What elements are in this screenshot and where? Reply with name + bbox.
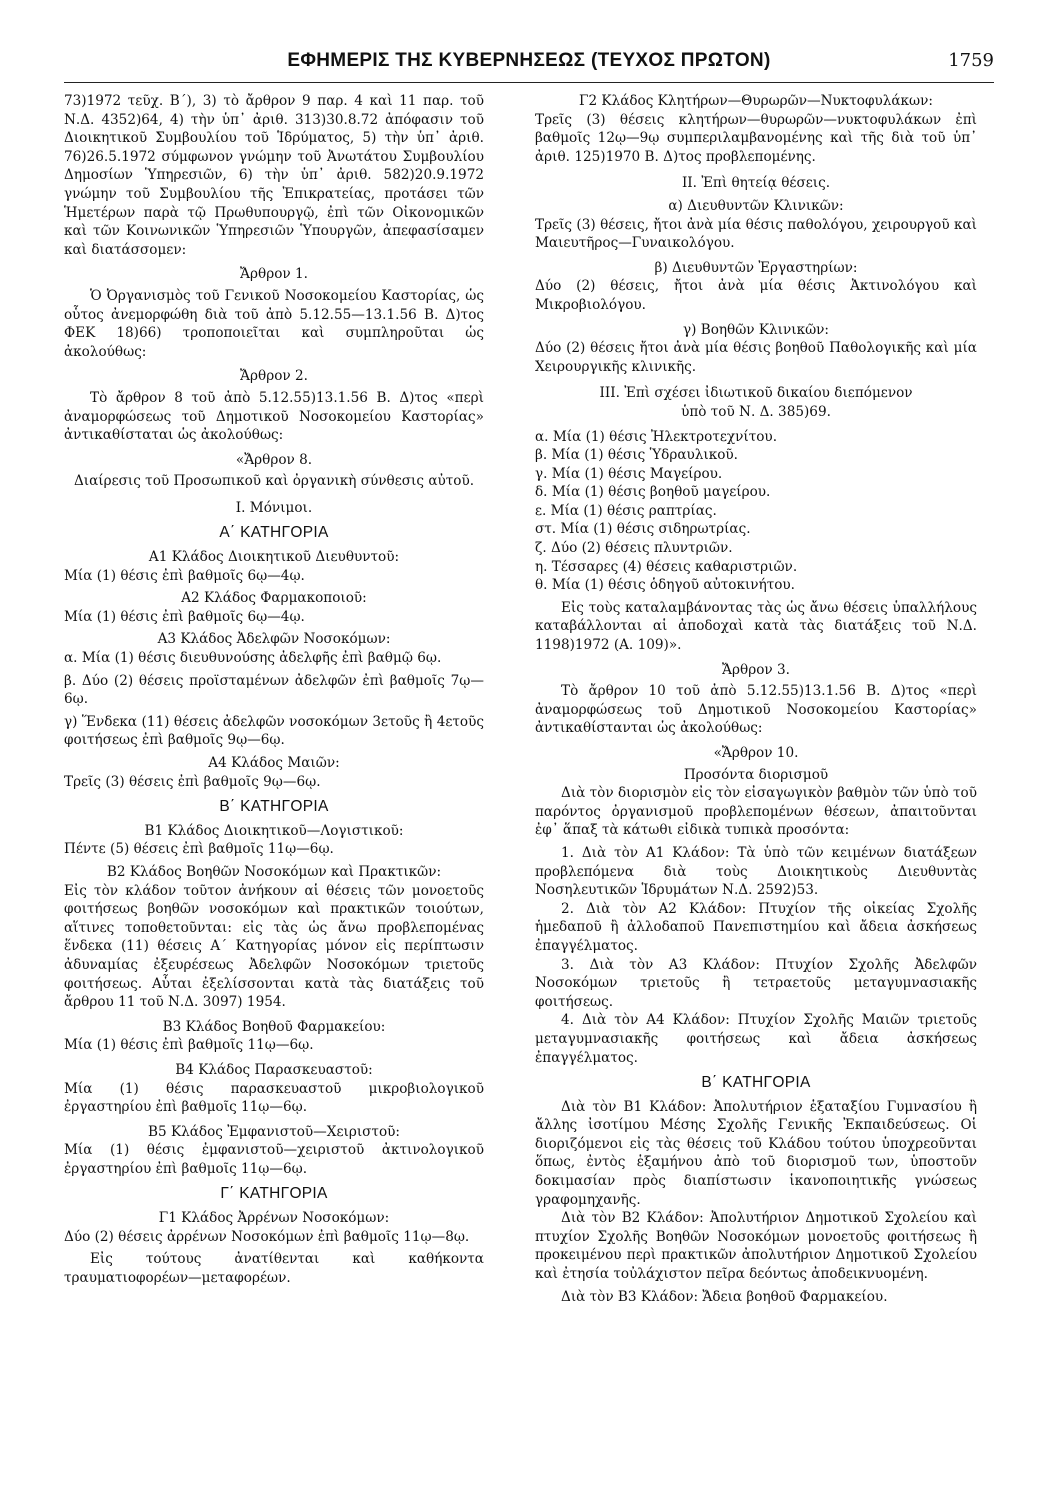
left-column (64, 92, 484, 1287)
qualification-4: 4. Διὰ τὸν Α4 Κλάδον: Πτυχίον Σχολῆς Μαιῶν τριετοῦς μεταγυμνασιακῆς φοιτήσεως καὶ ἄδεια ἀσκήσεως ἐπαγγέλματος. (535, 1012, 977, 1066)
list-item: δ. Μία (1) θέσις βοηθοῦ μαγείρου. (535, 484, 771, 501)
b1-text: Πέντε (5) θέσεις ἐπὶ βαθμοῖς 11ῳ—6ῳ. (64, 841, 334, 858)
b3-title: Β3 Κλάδος Βοηθοῦ Φαρμακείου: (162, 1018, 386, 1035)
intro-paragraph: 73)1972 τεῦχ. Β΄), 3) τὸ ἄρθρον 9 παρ. 4 καὶ 11 παρ. τοῦ Ν.Δ. 4352)64, 4) τὴν ὑπ᾽ ἀριθ. 313)30.8.72 ἀπόφασιν τοῦ Διοικητικοῦ Συμβουλίου τοῦ Ἱδρύματος, 5) τὴν ὑπ᾽ ἀριθ. 76)26.5.1972 σύμφωνον γνώμην τοῦ Ἀνωτάτου Συμβουλίου Δημοσίων Ὑπηρεσιῶν, 6) τὴν ὑπ᾽ ἀριθ. 582)20.9.1972 γνώμην τοῦ Συμβουλίου τῆς Ἐπικρατείας, προτάσει τῶν Ἡμετέρων παρὰ τῷ Πρωθυπουργῷ, ἐπὶ τῶν Οἰκονομικῶν καὶ τῶν Κοινωνικῶν Ὑπηρεσιῶν Ὑπουργῶν, ἀπεφασίσαμεν καὶ διατάσσομεν: (64, 93, 484, 258)
list-item: στ. Μία (1) θέσις σιδηρωτρίας. (535, 521, 751, 538)
article-10-title: «Ἄρθρον 10. (713, 745, 799, 761)
beta-title: β) Διευθυντῶν Ἐργαστηρίων: (654, 259, 858, 276)
alpha-title: α) Διευθυντῶν Κλινικῶν: (668, 197, 844, 214)
a3-item-b: β. Δύο (2) θέσεις προϊσταμένων ἀδελφῶν ἐπὶ βαθμοῖς 7ῳ—6ῳ. (64, 672, 484, 708)
gamma-title: γ) Βοηθῶν Κλινικῶν: (682, 321, 830, 338)
b4-text: Μία (1) θέσις παρασκευαστοῦ μικροβιολογικοῦ ἐργαστηρίου ἐπὶ βαθμοῖς 11ῳ—6ῳ. (64, 1080, 484, 1116)
b2-title: Β2 Κλάδος Βοηθῶν Νοσοκόμων καὶ Πρακτικῶν: (106, 863, 442, 880)
beta-text: Δύο (2) θέσεις, ἤτοι ἀνὰ μία θέσις Ἀκτινολόγου καὶ Μικροβιολόγου. (535, 278, 977, 313)
a2-text: Μία (1) θέσις ἐπὶ βαθμοῖς 6ῳ—4ῳ. (64, 608, 305, 625)
article-10-text: Διὰ τὸν διορισμὸν εἰς τὸν εἰσαγωγικὸν βαθμὸν τῶν ὑπὸ τοῦ παρόντος ὀργανισμοῦ προβλεπομένων θέσεων, ἀπαιτοῦνται ἐφ᾽ ἅπαξ τὰ κάτωθι εἰδικὰ τυπικὰ προσόντα: (535, 785, 977, 839)
b2-text: Εἰς τὸν κλάδον τοῦτον ἀνήκουν αἱ θέσεις τῶν μονοετοῦς φοιτήσεως βοηθῶν νοσοκόμων καὶ πρακτικῶν τοιούτων, αἵτινες τοποθετοῦνται: εἰς τὰς ὡς ἄνω προβλεπομένας ἕνδεκα (11) θέσεις Α΄ Κατηγορίας μόνον εἰς περίπτωσιν ἀδυναμίας ἐξευρέσεως Ἀδελφῶν Νοσοκόμων τριετοῦς φοιτήσεως. Αὗται ἐξελίσσονται κατὰ τὰς διατάξεις τοῦ ἄρθρου 11 τοῦ Ν.Δ. 3097) 1954. (64, 882, 484, 1011)
category-b-heading: Β΄ ΚΑΤΗΓΟΡΙΑ (219, 798, 329, 816)
g2-title: Γ2 Κλάδος Κλητήρων—Θυρωρῶν—Νυκτοφυλάκων: (579, 93, 933, 109)
article-3-text: Τὸ ἄρθρον 10 τοῦ ἀπὸ 5.12.55)13.1.56 Β. Δ)τος «περὶ ἀναμορφώσεως τοῦ Δημοτικοῦ Νοσοκομείου Καστορίας» ἀντικαθίστανται ὡς ἀκολούθως: (535, 683, 977, 737)
article-8-title: «Ἄρθρον 8. (235, 451, 313, 468)
section-3-title: ΙΙΙ. Ἐπὶ σχέσει ἰδιωτικοῦ δικαίου διεπόμενον ὑπὸ τοῦ Ν. Δ. 385)69. (599, 385, 913, 420)
article-1-text: Ὁ Ὀργανισμὸς τοῦ Γενικοῦ Νοσοκομείου Καστορίας, ὡς οὗτος ἀνεμορφώθη διὰ τοῦ ἀπὸ 5.12.55—13.1.56 Β. Δ)τος ΦΕΚ 18)66) τροποποιεῖται καὶ συμπληροῦται ὡς ἀκολούθως: (64, 287, 484, 360)
g1-text: Δύο (2) θέσεις ἀρρένων Νοσοκόμων ἐπὶ βαθμοῖς 11ῳ—8ῳ. (64, 1228, 470, 1245)
article-2-text: Τὸ ἄρθρον 8 τοῦ ἀπὸ 5.12.55)13.1.56 Β. Δ)τος «περὶ ἀναμορφώσεως τοῦ Δημοτικοῦ Νοσοκομείου Καστορίας» ἀντικαθίσταται ὡς ἀκολούθως: (64, 389, 484, 444)
a3-item-a: α. Μία (1) θέσις διευθυνούσης ἀδελφῆς ἐπὶ βαθμῷ 6ῳ. (64, 650, 442, 667)
list-item: α. Μία (1) θέσις Ἠλεκτροτεχνίτου. (535, 428, 778, 445)
article-8-subtitle: Διαίρεσις τοῦ Προσωπικοῦ καὶ ὀργανικὴ σύνθεσις αὐτοῦ. (73, 473, 475, 490)
list-item: γ. Μία (1) θέσις Μαγείρου. (535, 465, 723, 482)
category-b-heading-right: Β΄ ΚΑΤΗΓΟΡΙΑ (701, 1074, 811, 1092)
staff-list (535, 428, 977, 595)
qualification-1: 1. Διὰ τὸν Α1 Κλάδον: Τὰ ὑπὸ τῶν κειμένων διατάξεων προβλεπόμενα διὰ τοὺς Διοικητικοὺς Διευθυντὰς Νοσηλευτικῶν Ἱδρυμάτων Ν.Δ. 2592)53. (535, 844, 977, 899)
a2-title: Α2 Κλάδος Φαρμακοποιοῦ: (181, 590, 367, 607)
a4-text: Τρεῖς (3) θέσεις ἐπὶ βαθμοῖς 9ῳ—6ῳ. (64, 773, 321, 790)
category-a-heading: Α΄ ΚΑΤΗΓΟΡΙΑ (219, 524, 329, 542)
gazette-title: ΕΦΗΜΕΡΙΣ ΤΗΣ ΚΥΒΕΡΝΗΣΕΩΣ (ΤΕΥΧΟΣ ΠΡΩΤΟΝ) (287, 50, 771, 71)
section-1-title: Ι. Μόνιμοι. (235, 499, 313, 516)
g1-note: Εἰς τούτους ἀνατίθενται καὶ καθήκοντα τραυματιοφορέων—μεταφορέων. (64, 1251, 484, 1286)
alpha-text: Τρεῖς (3) θέσεις, ἤτοι ἀνὰ μία θέσις παθολόγου, χειρουργοῦ καὶ Μαιευτῆρος—Γυναικολόγου. (535, 216, 977, 252)
article-2-title: Ἄρθρον 2. (240, 368, 308, 385)
b2-qualification: Διὰ τὸν Β2 Κλάδον: Ἀπολυτήριον Δημοτικοῦ Σχολείου καὶ πτυχίον Σχολῆς Βοηθῶν Νοσοκόμων μονοετοῦς φοιτήσεως ἢ προκειμένου περὶ πρακτικῶν ἀπολυτήριον Δημοτικοῦ Σχολείου καὶ ἐτησία τοὐλάχιστον πεῖρα δεόντως ἀποδεικνυομένη. (535, 1210, 977, 1283)
a1-text: Μία (1) θέσις ἐπὶ βαθμοῖς 6ῳ—4ῳ. (64, 567, 305, 584)
section-2-title: ΙΙ. Ἐπὶ θητείᾳ θέσεις. (681, 175, 831, 192)
list-item: ζ. Δύο (2) θέσεις πλυντριῶν. (535, 540, 733, 557)
article-10-subtitle: Προσόντα διορισμοῦ (683, 766, 829, 783)
b4-title: Β4 Κλάδος Παρασκευαστοῦ: (175, 1061, 373, 1078)
g2-text: Τρεῖς (3) θέσεις κλητήρων—θυρωρῶν—νυκτοφυλάκων ἐπὶ βαθμοῖς 12ῳ—9ῳ συμπεριλαμβανομένης καὶ τῆς διὰ τοῦ ὑπ᾽ ἀριθ. 125)1970 Β. Δ)τος προβλεπομένης. (535, 111, 977, 165)
qualification-3: 3. Διὰ τὸν Α3 Κλάδον: Πτυχίον Σχολῆς Ἀδελφῶν Νοσοκόμων τριετοῦς ἢ τετραετοῦς μεταγυμνασιακῆς φοιτήσεως. (535, 956, 977, 1010)
a1-title: Α1 Κλάδος Διοικητικοῦ Διευθυντοῦ: (148, 549, 400, 566)
list-item: θ. Μία (1) θέσις ὁδηγοῦ αὐτοκινήτου. (535, 577, 796, 594)
a3-item-c: γ) Ἕνδεκα (11) θέσεις ἀδελφῶν νοσοκόμων 3ετοῦς ἢ 4ετοῦς φοιτήσεως ἐπὶ βαθμοῖς 9ῳ—6ῳ. (64, 713, 484, 749)
list-item: ε. Μία (1) θέσις ραπτρίας. (535, 502, 717, 519)
category-g-heading: Γ΄ ΚΑΤΗΓΟΡΙΑ (220, 1185, 328, 1203)
b5-title: Β5 Κλάδος Ἐμφανιστοῦ—Χειριστοῦ: (148, 1123, 400, 1140)
gamma-text: Δύο (2) θέσεις ἤτοι ἀνὰ μία θέσις βοηθοῦ Παθολογικῆς καὶ μία Χειρουργικῆς κλινικῆς. (535, 340, 977, 375)
remuneration-text: Εἰς τοὺς καταλαμβάνοντας τὰς ὡς ἄνω θέσεις ὑπαλλήλους καταβάλλονται αἱ ἀποδοχαὶ κατὰ τὰς διατάξεις τοῦ Ν.Δ. 1198)1972 (Α. 109)». (535, 599, 977, 654)
list-item: β. Μία (1) θέσις Ὑδραυλικοῦ. (535, 447, 738, 464)
b1-qualification: Διὰ τὸν Β1 Κλάδον: Ἀπολυτήριον ἑξαταξίου Γυμνασίου ἢ ἄλλης ἰσοτίμου Μέσης Σχολῆς Γενικῆς Ἐκπαιδεύσεως. Οἱ διοριζόμενοι εἰς τὰς θέσεις τοῦ Κλάδου τούτου ὑποχρεοῦνται ὅπως, ἐντὸς ἑξαμήνου ἀπὸ τοῦ διορισμοῦ των, ὑποστοῦν δοκιμασίαν πρὸς διαπίστωσιν ἱκανοποιητικῆς γνώσεως γραφομηχανῆς. (535, 1098, 977, 1208)
b1-title: Β1 Κλάδος Διοικητικοῦ—Λογιστικοῦ: (144, 822, 404, 839)
page-header (64, 50, 994, 76)
qualification-2: 2. Διὰ τὸν Α2 Κλάδον: Πτυχίον τῆς οἰκείας Σχολῆς ἡμεδαποῦ ἢ ἀλλοδαποῦ Πανεπιστημίου καὶ ἄδεια ἀσκήσεως ἐπαγγέλματος. (535, 900, 977, 954)
a3-title: Α3 Κλάδος Ἀδελφῶν Νοσοκόμων: (157, 631, 391, 648)
b3-qualification: Διὰ τὸν Β3 Κλάδον: Ἄδεια βοηθοῦ Φαρμακείου. (561, 1288, 888, 1305)
b3-text: Μία (1) θέσις ἐπὶ βαθμοῖς 11ῳ—6ῳ. (64, 1037, 314, 1054)
article-1-title: Ἄρθρον 1. (240, 266, 308, 283)
a4-title: Α4 Κλάδος Μαιῶν: (208, 755, 340, 771)
g1-title: Γ1 Κλάδος Ἀρρένων Νοσοκόμων: (158, 1210, 390, 1227)
header-rule (64, 82, 994, 83)
list-item: η. Τέσσαρες (4) θέσεις καθαριστριῶν. (535, 558, 798, 575)
page-number: 1759 (948, 50, 994, 71)
b5-text: Μία (1) θέσις ἐμφανιστοῦ—χειριστοῦ ἀκτινολογικοῦ ἐργαστηρίου ἐπὶ βαθμοῖς 11ῳ—6ῳ. (64, 1142, 484, 1177)
right-column (535, 92, 977, 1306)
article-3-title: Ἄρθρον 3. (722, 661, 790, 678)
